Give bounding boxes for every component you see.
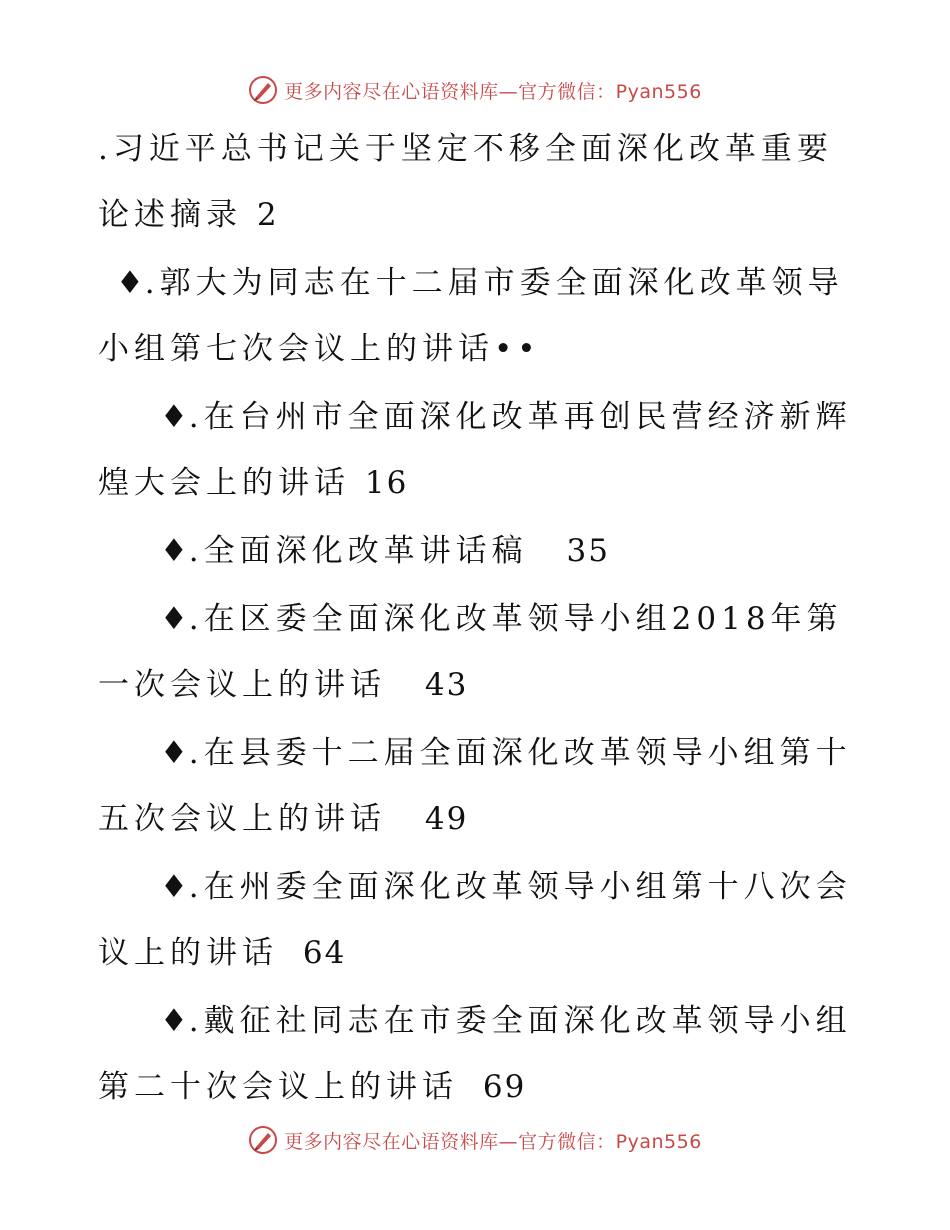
- toc-entry-7: [98, 854, 858, 986]
- pen-logo-icon: [248, 1125, 278, 1155]
- toc-entry-title: .在区委全面深化改革领导小组2018年第一次会议上的讲话: [98, 601, 843, 703]
- watermark-header: [0, 70, 950, 110]
- toc-entry-title: .在台州市全面深化改革再创民营经济新辉煌大会上的讲话: [98, 399, 852, 501]
- toc-entry-page: 2: [256, 197, 279, 233]
- toc-entry-3: [98, 384, 858, 516]
- watermark-footer: [0, 1120, 950, 1160]
- toc-entry-6: [98, 720, 858, 852]
- toc-entry-page: 64: [302, 935, 347, 971]
- toc-entry-page: 49: [424, 801, 469, 837]
- diamond-bullet-icon: ♦: [160, 735, 189, 771]
- diamond-bullet-icon: ♦: [160, 869, 189, 905]
- table-of-contents: [98, 116, 858, 1120]
- pen-logo-icon: [248, 75, 278, 105]
- watermark-text: 更多内容尽在心语资料库—官方微信：Pyan556: [284, 1130, 702, 1153]
- toc-entry-title: .郭大为同志在十二届市委全面深化改革领导小组第七次会议上的讲话••: [98, 265, 844, 367]
- toc-entry-page: 35: [566, 533, 610, 569]
- toc-entry-page: 43: [424, 667, 469, 703]
- toc-entry-title: .戴征社同志在市委全面深化改革领导小组第二十次会议上的讲话: [98, 1003, 852, 1105]
- toc-entry-page: 16: [364, 465, 409, 501]
- toc-entry-title: .全面深化改革讲话稿: [188, 533, 528, 569]
- diamond-bullet-icon: ♦: [160, 1003, 189, 1039]
- toc-entry-title: .在县委十二届全面深化改革领导小组第十五次会议上的讲话: [98, 735, 852, 837]
- toc-entry-title: .在州委全面深化改革领导小组第十八次会议上的讲话: [98, 869, 852, 971]
- toc-entry-title: .习近平总书记关于坚定不移全面深化改革重要论述摘录: [98, 131, 833, 233]
- toc-entry-5: [98, 586, 858, 718]
- diamond-bullet-icon: ♦: [160, 601, 189, 637]
- diamond-bullet-icon: ♦: [160, 533, 189, 569]
- toc-entry-2: [98, 250, 858, 382]
- toc-entry-1: [98, 116, 858, 248]
- toc-entry-page: 69: [482, 1069, 527, 1105]
- diamond-bullet-icon: ♦: [116, 265, 145, 301]
- toc-entry-8: [98, 988, 858, 1120]
- watermark-text: 更多内容尽在心语资料库—官方微信：Pyan556: [284, 80, 702, 103]
- toc-entry-4: [98, 518, 858, 584]
- diamond-bullet-icon: ♦: [160, 399, 189, 435]
